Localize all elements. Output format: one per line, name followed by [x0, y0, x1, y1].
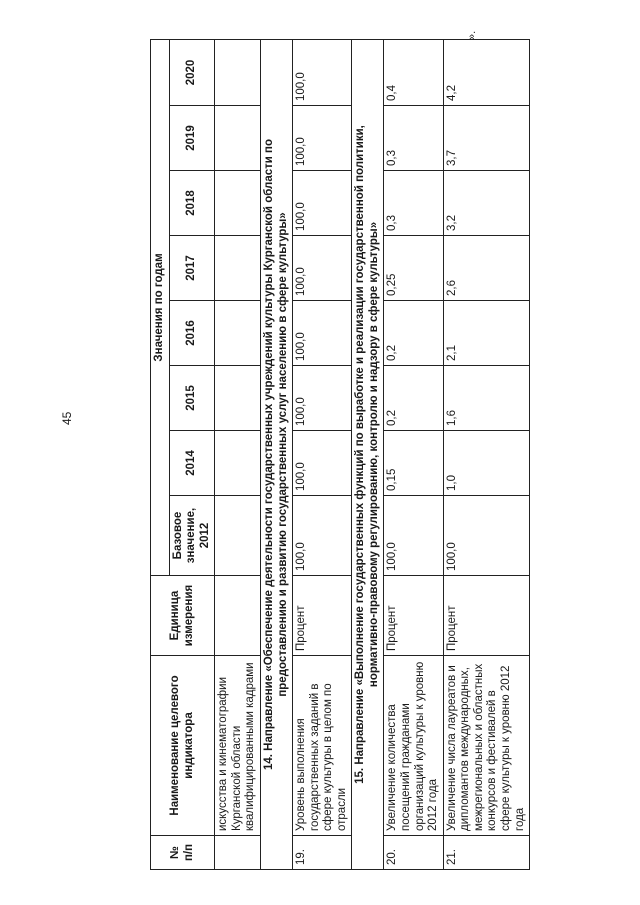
header-base: Базовое значение, 2012	[169, 496, 215, 576]
cell-value: 2,1	[443, 301, 529, 366]
cell-value: 0,3	[384, 171, 443, 236]
cell-no	[215, 836, 261, 870]
section-title-line: предоставлению и развитию государственных услуг населению в сфере культуры»	[276, 212, 289, 697]
header-year: 2018	[169, 171, 215, 236]
cell-value: 3,7	[443, 106, 529, 171]
rotated-sheet	[150, 40, 530, 870]
cell-value: 100,0	[293, 366, 352, 431]
cell-name: Увеличение количества посещений гражданами организаций культуры к уровню 2012 года	[384, 656, 443, 836]
header-values-group: Значения по годам	[151, 39, 170, 575]
cell-unit: Процент	[293, 576, 352, 656]
cell-name: Уровень выполнения государственных заданий в сфере культуры в целом по отрасли	[293, 656, 352, 836]
cell-value: 0,4	[384, 39, 443, 105]
cell-value: 0,2	[384, 366, 443, 431]
section-title	[352, 39, 384, 869]
cell-unit	[215, 576, 261, 656]
cell-unit: Процент	[443, 576, 529, 656]
cell-value	[215, 236, 261, 301]
header-year: 2019	[169, 106, 215, 171]
cell-value: 1,6	[443, 366, 529, 431]
cell-no: 19.	[293, 836, 352, 870]
table-row	[384, 39, 443, 869]
table-row	[443, 39, 529, 869]
header-name: Наименование целевого индикатора	[151, 656, 215, 836]
header-unit: Единица измерения	[151, 576, 215, 656]
cell-value: 100,0	[293, 431, 352, 496]
cell-value: 3,2	[443, 171, 529, 236]
cell-value: 100,0	[293, 106, 352, 171]
section-title-line: 14. Направление «Обеспечение деятельности государственных учреждений культуры Курганской области по	[262, 139, 275, 770]
section-title-row	[260, 39, 292, 869]
cell-value: 0,15	[384, 431, 443, 496]
cell-value: 2,6	[443, 236, 529, 301]
cell-value: 0,3	[384, 106, 443, 171]
cell-value: 1,0	[443, 431, 529, 496]
cell-base: 100,0	[293, 496, 352, 576]
cell-value	[215, 301, 261, 366]
cell-name: искусства и кинематографии Курганской области квалифицированными кадрами	[215, 656, 261, 836]
cell-value	[215, 171, 261, 236]
table-row	[293, 39, 352, 869]
cell-value: 100,0	[293, 301, 352, 366]
cell-no: 21.	[443, 836, 529, 870]
header-year: 2017	[169, 236, 215, 301]
cell-value: 0,2	[384, 301, 443, 366]
indicator-table	[150, 39, 530, 870]
cell-value	[215, 431, 261, 496]
cell-base: 100,0	[384, 496, 443, 576]
cell-base: 100,0	[443, 496, 529, 576]
cell-value	[215, 106, 261, 171]
section-title-line: 15. Направление «Выполнение государственных функций по выработке и реализации государственной политики,	[354, 125, 367, 784]
section-title-line: нормативно-правовому регулированию, контролю и надзору в сфере культуры»	[367, 221, 380, 688]
header-row-1	[151, 39, 170, 869]
cell-base	[215, 496, 261, 576]
header-year: 2015	[169, 366, 215, 431]
section-title	[260, 39, 292, 869]
header-year: 2020	[169, 39, 215, 105]
cell-name: Увеличение числа лауреатов и дипломантов международных, межрегиональных и областных конкурсов и фестивалей в сфере культуры к уровню 2012 года	[443, 656, 529, 836]
cell-no: 20.	[384, 836, 443, 870]
header-no: № п/п	[151, 836, 215, 870]
cell-value: 0,25	[384, 236, 443, 301]
page-number: 45	[60, 411, 74, 425]
cell-value	[215, 39, 261, 105]
cell-value: 100,0	[293, 39, 352, 105]
cell-value	[215, 366, 261, 431]
cell-value: 4,2	[443, 39, 529, 105]
header-year: 2014	[169, 431, 215, 496]
cell-unit: Процент	[384, 576, 443, 656]
cell-value: 100,0	[293, 236, 352, 301]
continuation-row	[215, 39, 261, 869]
cell-value: 100,0	[293, 171, 352, 236]
header-year: 2016	[169, 301, 215, 366]
closing-quote-mark: ».	[466, 30, 478, 40]
section-title-row	[352, 39, 384, 869]
